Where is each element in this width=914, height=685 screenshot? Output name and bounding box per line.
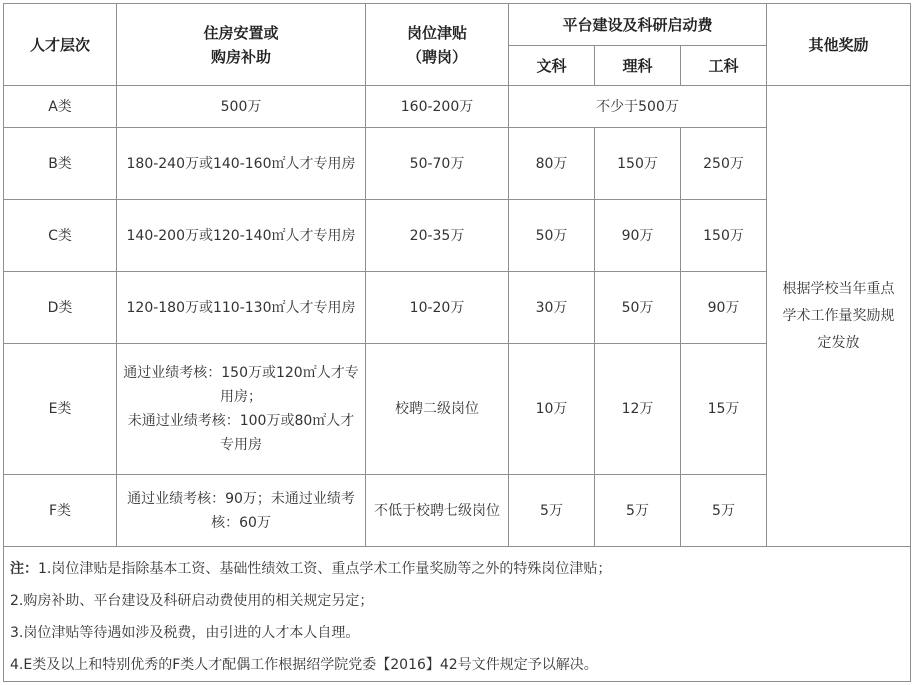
science-cell: 90万	[595, 200, 681, 272]
header-housing-line1: 住房安置或	[203, 23, 279, 42]
header-housing-line2: 购房补助	[210, 47, 271, 66]
level-cell: F类	[4, 475, 117, 547]
housing-pass-text: 通过业绩考核：150万或120㎡人才专用房；	[123, 365, 359, 405]
liberal-cell: 80万	[509, 128, 595, 200]
header-science: 理科	[595, 46, 681, 86]
note-text: 1.岗位津贴是指除基本工资、基础性绩效工资、重点学术工作量奖励等之外的特殊岗位津贴；	[38, 561, 612, 577]
engineering-cell: 90万	[681, 272, 767, 344]
engineering-cell: 15万	[681, 344, 767, 475]
science-cell: 50万	[595, 272, 681, 344]
allowance-cell: 20-35万	[366, 200, 509, 272]
notes-row	[4, 547, 911, 682]
housing-cell: 通过业绩考核：90万；未通过业绩考核：60万	[117, 475, 366, 547]
header-level: 人才层次	[4, 4, 117, 86]
engineering-cell: 5万	[681, 475, 767, 547]
allowance-cell: 10-20万	[366, 272, 509, 344]
other-award-text: 根据学校当年重点学术工作量奖励规定发放	[782, 280, 895, 351]
allowance-cell: 50-70万	[366, 128, 509, 200]
level-cell: A类	[4, 86, 117, 128]
housing-cell: 120-180万或110-130㎡人才专用房	[117, 272, 366, 344]
level-cell: C类	[4, 200, 117, 272]
level-cell: B类	[4, 128, 117, 200]
notes-prefix: 注：	[10, 561, 38, 577]
level-cell: E类	[4, 344, 117, 475]
science-cell: 150万	[595, 128, 681, 200]
header-allowance-line1: 岗位津贴	[406, 23, 467, 42]
table-row-a	[4, 86, 911, 128]
startup-combined-cell: 不少于500万	[509, 86, 767, 128]
header-allowance-line2: （聘岗）	[406, 47, 467, 66]
engineering-cell: 150万	[681, 200, 767, 272]
header-row-1	[4, 4, 911, 46]
allowance-cell: 160-200万	[366, 86, 509, 128]
note-line-2: 2.购房补助、平台建设及科研启动费使用的相关规定另定；	[10, 593, 374, 609]
science-cell: 5万	[595, 475, 681, 547]
note-line-4: 4.E类及以上和特别优秀的F类人才配偶工作根据绍学院党委【2016】42号文件规定予以解决。	[10, 657, 598, 673]
header-housing	[117, 4, 366, 86]
allowance-cell: 校聘二级岗位	[366, 344, 509, 475]
liberal-cell: 30万	[509, 272, 595, 344]
housing-cell: 500万	[117, 86, 366, 128]
science-cell: 12万	[595, 344, 681, 475]
liberal-cell: 5万	[509, 475, 595, 547]
liberal-cell: 10万	[509, 344, 595, 475]
header-startup: 平台建设及科研启动费	[509, 4, 767, 46]
housing-fail-text: 未通过业绩考核：100万或80㎡人才专用房	[127, 413, 355, 453]
header-other: 其他奖励	[767, 4, 911, 86]
engineering-cell: 250万	[681, 128, 767, 200]
talent-benefits-table	[3, 3, 911, 682]
liberal-cell: 50万	[509, 200, 595, 272]
allowance-cell: 不低于校聘七级岗位	[366, 475, 509, 547]
housing-cell: 140-200万或120-140㎡人才专用房	[117, 200, 366, 272]
header-liberal: 文科	[509, 46, 595, 86]
header-allowance	[366, 4, 509, 86]
level-cell: D类	[4, 272, 117, 344]
note-line-3: 3.岗位津贴等待遇如涉及税费，由引进的人才本人自理。	[10, 625, 360, 641]
header-engineering: 工科	[681, 46, 767, 86]
housing-cell	[117, 344, 366, 475]
housing-cell: 180-240万或140-160㎡人才专用房	[117, 128, 366, 200]
note-line-1	[10, 553, 904, 585]
other-award-cell	[767, 86, 911, 547]
notes-cell	[4, 547, 911, 682]
